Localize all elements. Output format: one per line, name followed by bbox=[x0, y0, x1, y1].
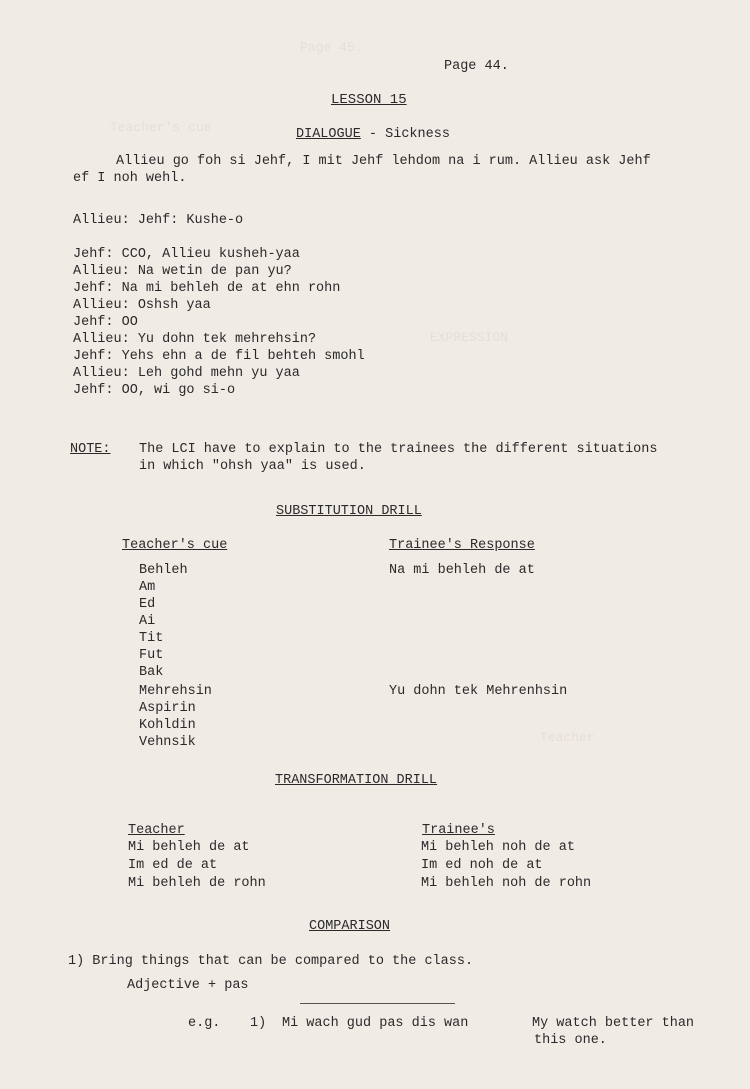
utterance: Yu dohn tek mehrehsin? bbox=[137, 332, 317, 347]
utterance: Oshsh yaa bbox=[137, 298, 211, 313]
example-krio: Mi wach gud pas dis wan bbox=[282, 1016, 469, 1031]
response-2: Yu dohn tek Mehrenhsin bbox=[389, 684, 568, 699]
cue-item: Aspirin bbox=[139, 701, 196, 716]
comparison-formula: Adjective + pas bbox=[127, 978, 249, 993]
teacher-header: Teacher bbox=[128, 823, 185, 838]
example-english-2: this one. bbox=[534, 1033, 607, 1048]
trainee-line: Im ed noh de at bbox=[421, 858, 543, 873]
utterance: CCO, Allieu kusheh-yaa bbox=[121, 247, 300, 262]
teacher-line: Im ed de at bbox=[128, 858, 218, 873]
utterance: Na mi behleh de at ehn rohn bbox=[121, 281, 341, 296]
transformation-heading: TRANSFORMATION DRILL bbox=[275, 773, 438, 788]
greeting-line: Allieu: Jehf: Kushe-o bbox=[73, 213, 244, 228]
utterance: OO bbox=[121, 315, 138, 330]
utterance: Yehs ehn a de fil behteh smohl bbox=[121, 349, 365, 364]
page-number: Page 44. bbox=[444, 59, 509, 74]
cue-item: Ai bbox=[139, 614, 156, 629]
bleed-through-text: Teacher's cue bbox=[110, 120, 212, 135]
cue-item: Bak bbox=[139, 665, 164, 680]
dialogue-line bbox=[73, 314, 138, 331]
note-line-2: in which "ohsh yaa" is used. bbox=[139, 459, 366, 474]
dialogue-line bbox=[73, 297, 211, 314]
example-english-1: My watch better than bbox=[532, 1016, 695, 1031]
cue-item: Mehrehsin bbox=[139, 684, 212, 699]
cue-item: Ed bbox=[139, 597, 156, 612]
speaker: Jehf: bbox=[73, 383, 114, 398]
cue-item: Am bbox=[139, 580, 156, 595]
intro-line-2: ef I noh wehl. bbox=[73, 171, 187, 186]
cue-item: Kohldin bbox=[139, 718, 196, 733]
speaker: Jehf: bbox=[73, 281, 114, 296]
dialogue-line bbox=[73, 263, 292, 280]
divider-line bbox=[300, 1003, 455, 1004]
note-line-1: The LCI have to explain to the trainees the different situations bbox=[139, 442, 658, 457]
bleed-through-text: Page 45. bbox=[300, 40, 363, 55]
cue-item: Fut bbox=[139, 648, 164, 663]
utterance: Leh gohd mehn yu yaa bbox=[137, 366, 300, 381]
substitution-heading: SUBSTITUTION DRILL bbox=[276, 504, 422, 519]
example-prefix: e.g. bbox=[188, 1016, 221, 1031]
response-1: Na mi behleh de at bbox=[389, 563, 535, 578]
teacher-line: Mi behleh de at bbox=[128, 840, 250, 855]
cue-header: Teacher's cue bbox=[122, 538, 228, 553]
dialogue-line bbox=[73, 365, 300, 382]
dialogue-line bbox=[73, 280, 340, 297]
utterance: OO, wi go si-o bbox=[121, 383, 236, 398]
speaker: Allieu: bbox=[73, 264, 130, 279]
speaker: Allieu: bbox=[73, 366, 130, 381]
dialogue-line bbox=[73, 331, 316, 348]
speaker: Allieu: bbox=[73, 332, 130, 347]
teacher-line: Mi behleh de rohn bbox=[128, 876, 266, 891]
speaker: Jehf: bbox=[73, 349, 114, 364]
speaker: Allieu: bbox=[73, 298, 130, 313]
dialogue-topic: - Sickness bbox=[368, 127, 450, 142]
dialogue-heading bbox=[296, 126, 450, 143]
response-header: Trainee's Response bbox=[389, 538, 535, 553]
trainee-header: Trainee's bbox=[422, 823, 495, 838]
cue-item: Vehnsik bbox=[139, 735, 196, 750]
cue-item: Tit bbox=[139, 631, 164, 646]
dialogue-line bbox=[73, 382, 235, 399]
comparison-item-1: 1) Bring things that can be compared to the class. bbox=[68, 954, 474, 969]
intro-line-1: Allieu go foh si Jehf, I mit Jehf lehdom na i rum. Allieu ask Jehf bbox=[116, 154, 651, 169]
bleed-through-text: Teacher bbox=[540, 730, 595, 745]
trainee-line: Mi behleh noh de at bbox=[421, 840, 575, 855]
trainee-line: Mi behleh noh de rohn bbox=[421, 876, 592, 891]
bleed-through-text: EXPRESSION bbox=[430, 330, 509, 345]
dialogue-line bbox=[73, 348, 365, 365]
example-number: 1) bbox=[250, 1016, 267, 1031]
speaker: Jehf: bbox=[73, 247, 114, 262]
comparison-heading: COMPARISON bbox=[309, 919, 391, 934]
dialogue-line bbox=[73, 246, 300, 263]
note-label: NOTE: bbox=[70, 442, 111, 457]
lesson-title: LESSON 15 bbox=[331, 92, 407, 108]
dialogue-heading-label: DIALOGUE bbox=[296, 127, 361, 142]
speaker: Jehf: bbox=[73, 315, 114, 330]
utterance: Na wetin de pan yu? bbox=[137, 264, 292, 279]
cue-item: Behleh bbox=[139, 563, 188, 578]
